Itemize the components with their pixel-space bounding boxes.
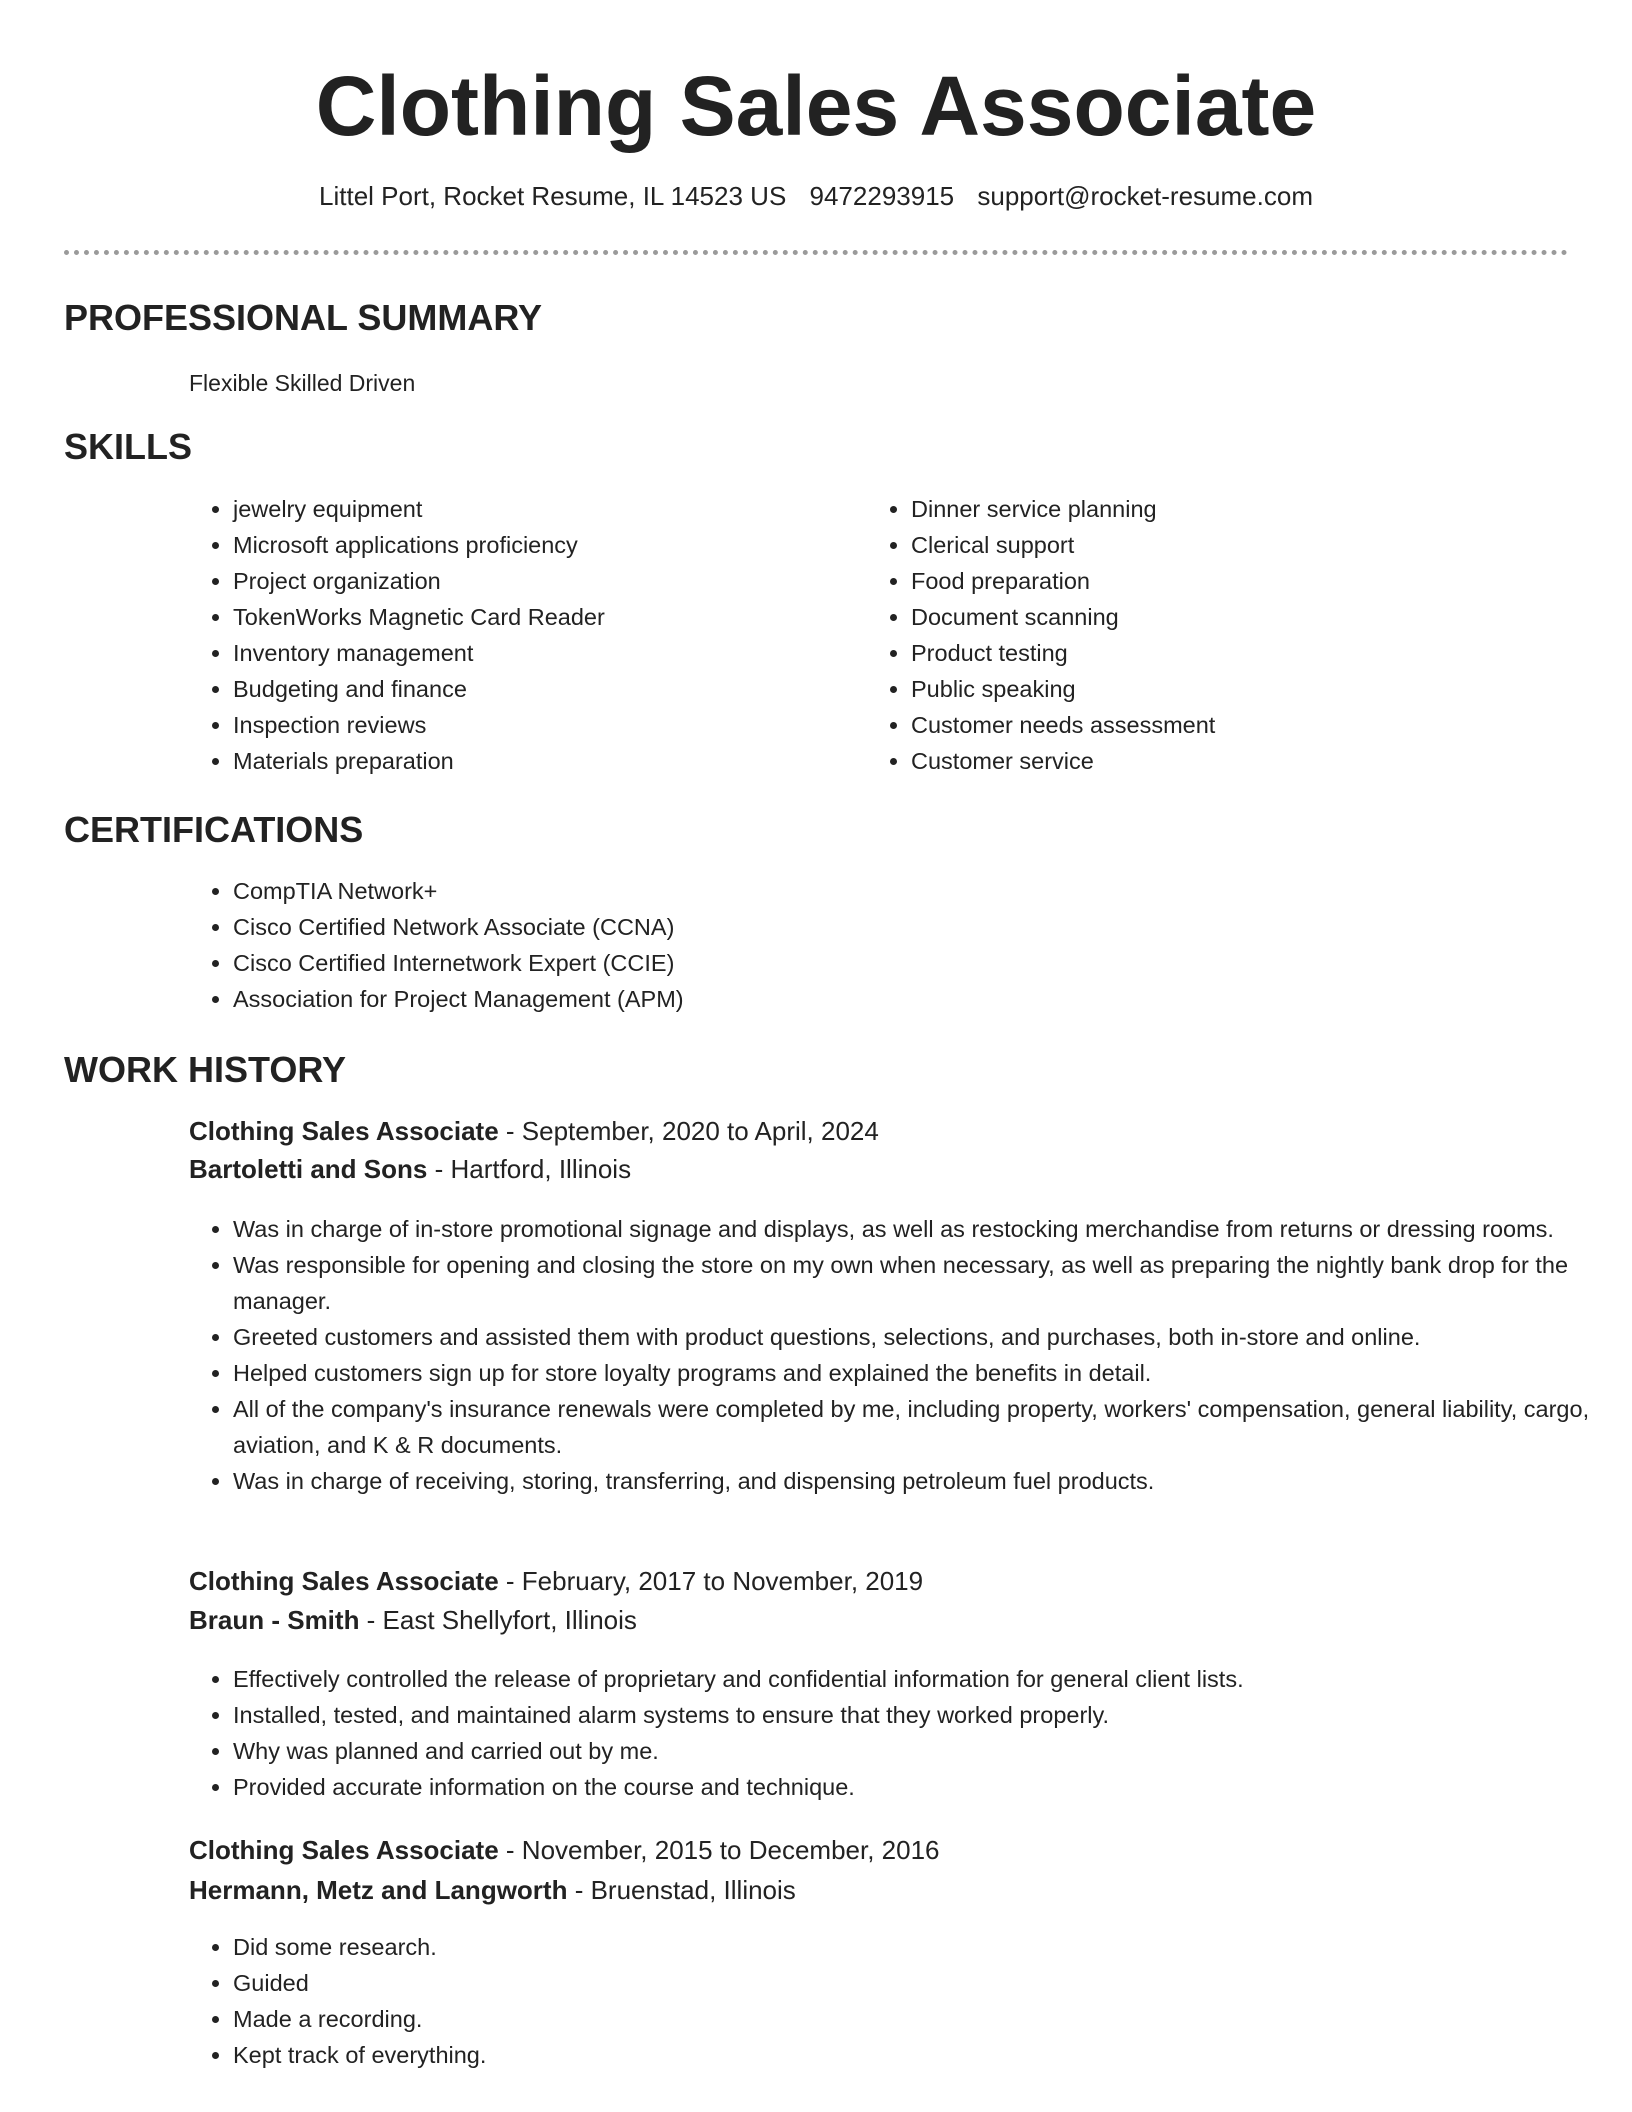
list-item: • Inspection reviews [233,707,873,743]
list-item: • All of the company's insurance renewals were completed by me, including property, workers' compensation, general liability, cargo, aviation, and K & R documents. [233,1391,1613,1463]
contact-line [0,180,1632,212]
list-item: • Cisco Certified Network Associate (CCNA) [233,909,1233,945]
list-item: • CompTIA Network+ [233,873,1233,909]
job-role-line [189,1833,940,1867]
list-item: • Installed, tested, and maintained alarm systems to ensure that they worked properly. [233,1697,1613,1733]
list-item: • Document scanning [911,599,1551,635]
resume-name: Clothing Sales Associate [315,59,1317,153]
list-item: • Product testing [911,635,1551,671]
list-item: • Cisco Certified Internetwork Expert (CCIE) [233,945,1233,981]
list-item: • Provided accurate information on the course and technique. [233,1769,1613,1805]
list-item: • Helped customers sign up for store loyalty programs and explained the benefits in detail. [233,1355,1613,1391]
list-item: • Microsoft applications proficiency [233,527,873,563]
job-role: Clothing Sales Associate [189,1835,499,1865]
list-item: • Materials preparation [233,743,873,779]
list-item: • Kept track of everything. [233,2037,1613,2073]
job-dates: - November, 2015 to December, 2016 [498,1835,940,1865]
contact-phone: 9472293915 [809,181,955,211]
list-item: • Customer service [911,743,1551,779]
list-item: • Was in charge of receiving, storing, transferring, and dispensing petroleum fuel products. [233,1463,1613,1499]
list-item: • Dinner service planning [911,491,1551,527]
job-location: - Bruenstad, Illinois [567,1875,796,1905]
list-item: • Did some research. [233,1929,1613,1965]
job-company-line [189,1152,631,1186]
job-location: - East Shellyfort, Illinois [359,1605,637,1635]
list-item: • Guided [233,1965,1613,2001]
list-item: • Food preparation [911,563,1551,599]
job-role: Clothing Sales Associate [189,1116,499,1146]
contact-address: Littel Port, Rocket Resume, IL 14523 US [319,181,787,211]
skills-list-right [867,491,1551,779]
list-item: • Effectively controlled the release of proprietary and confidential information for general client lists. [233,1661,1613,1697]
list-item: • Public speaking [911,671,1551,707]
skills-list-left [189,491,873,779]
section-title-skills: SKILLS [64,426,193,467]
job-role-line [189,1564,923,1598]
job-role-line [189,1114,879,1148]
list-item: • Greeted customers and assisted them with product questions, selections, and purchases, both in-store and online. [233,1319,1613,1355]
job-bullets [189,1661,1613,1805]
job-company-line [189,1873,796,1907]
section-title-summary: PROFESSIONAL SUMMARY [64,297,543,338]
list-item: • Made a recording. [233,2001,1613,2037]
list-item: • Was in charge of in-store promotional signage and displays, as well as restocking merchandise from returns or dressing rooms. [233,1211,1613,1247]
job-company: Hermann, Metz and Langworth [189,1875,568,1905]
job-role: Clothing Sales Associate [189,1566,499,1596]
job-company: Braun - Smith [189,1605,360,1635]
list-item: • Inventory management [233,635,873,671]
certifications-list [189,873,1233,1017]
contact-email: support@rocket-resume.com [977,181,1313,211]
list-item: • Association for Project Management (APM) [233,981,1233,1017]
job-bullets [189,1929,1613,2073]
job-location: - Hartford, Illinois [427,1154,632,1184]
job-company-line [189,1603,637,1637]
header-divider [64,250,1568,255]
list-item: • Was responsible for opening and closing the store on my own when necessary, as well as preparing the nightly bank drop for the manager. [233,1247,1613,1319]
section-title-work-history: WORK HISTORY [64,1049,347,1090]
list-item: • Clerical support [911,527,1551,563]
job-dates: - September, 2020 to April, 2024 [498,1116,879,1146]
job-dates: - February, 2017 to November, 2019 [498,1566,924,1596]
list-item: • Why was planned and carried out by me. [233,1733,1613,1769]
list-item: • TokenWorks Magnetic Card Reader [233,599,873,635]
list-item: • jewelry equipment [233,491,873,527]
section-title-certifications: CERTIFICATIONS [64,809,364,850]
summary-text: Flexible Skilled Driven [189,370,416,396]
list-item: • Project organization [233,563,873,599]
list-item: • Customer needs assessment [911,707,1551,743]
job-company: Bartoletti and Sons [189,1154,428,1184]
list-item: • Budgeting and finance [233,671,873,707]
job-bullets [189,1211,1613,1499]
